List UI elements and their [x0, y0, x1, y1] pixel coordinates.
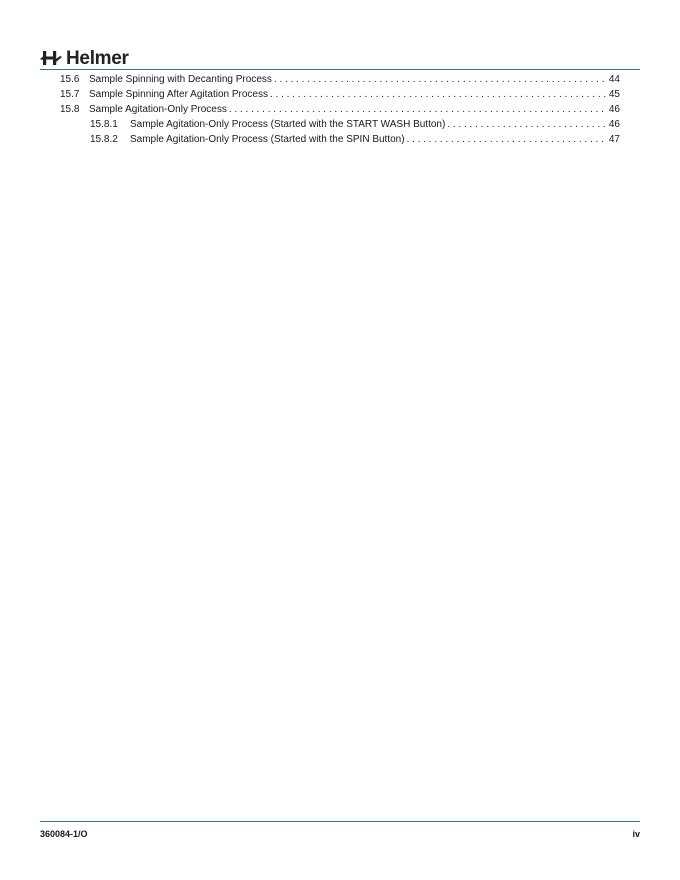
- toc-title: Sample Spinning with Decanting Process: [89, 74, 272, 85]
- header-rule: [40, 69, 640, 70]
- document-number: 360084-1/O: [40, 829, 88, 839]
- toc-title: Sample Agitation-Only Process: [89, 104, 227, 115]
- toc-leader-dots: [447, 117, 607, 132]
- toc-entry[interactable]: [40, 102, 620, 117]
- page-header: [40, 46, 640, 70]
- toc-page: 46: [608, 104, 620, 115]
- toc-title: Sample Agitation-Only Process (Started with the SPIN Button): [130, 134, 405, 145]
- table-of-contents: [40, 72, 620, 147]
- toc-leader-dots: [407, 132, 607, 147]
- toc-number: 15.8.2: [90, 134, 118, 145]
- toc-page: 46: [608, 119, 620, 130]
- toc-number: 15.7: [60, 89, 80, 100]
- toc-title: Sample Spinning After Agitation Process: [89, 89, 268, 100]
- toc-number: 15.6: [60, 74, 80, 85]
- helmer-h-logo-icon: [40, 50, 62, 66]
- toc-title: Sample Agitation-Only Process (Started with the START WASH Button): [130, 119, 446, 130]
- helmer-logo: [40, 46, 129, 70]
- toc-page: 45: [608, 89, 620, 100]
- page-number: iv: [632, 829, 640, 839]
- toc-leader-dots: [274, 72, 607, 87]
- toc-entry[interactable]: [40, 87, 620, 102]
- footer-rule: [40, 821, 640, 822]
- toc-leader-dots: [270, 87, 607, 102]
- toc-number: 15.8.1: [90, 119, 118, 130]
- toc-number: 15.8: [60, 104, 80, 115]
- toc-entry[interactable]: [40, 72, 620, 87]
- toc-subentry[interactable]: [40, 117, 620, 132]
- toc-page: 44: [608, 74, 620, 85]
- toc-page: 47: [608, 134, 620, 145]
- toc-subentry[interactable]: [40, 132, 620, 147]
- toc-leader-dots: [229, 102, 607, 117]
- brand-name: Helmer: [66, 47, 129, 69]
